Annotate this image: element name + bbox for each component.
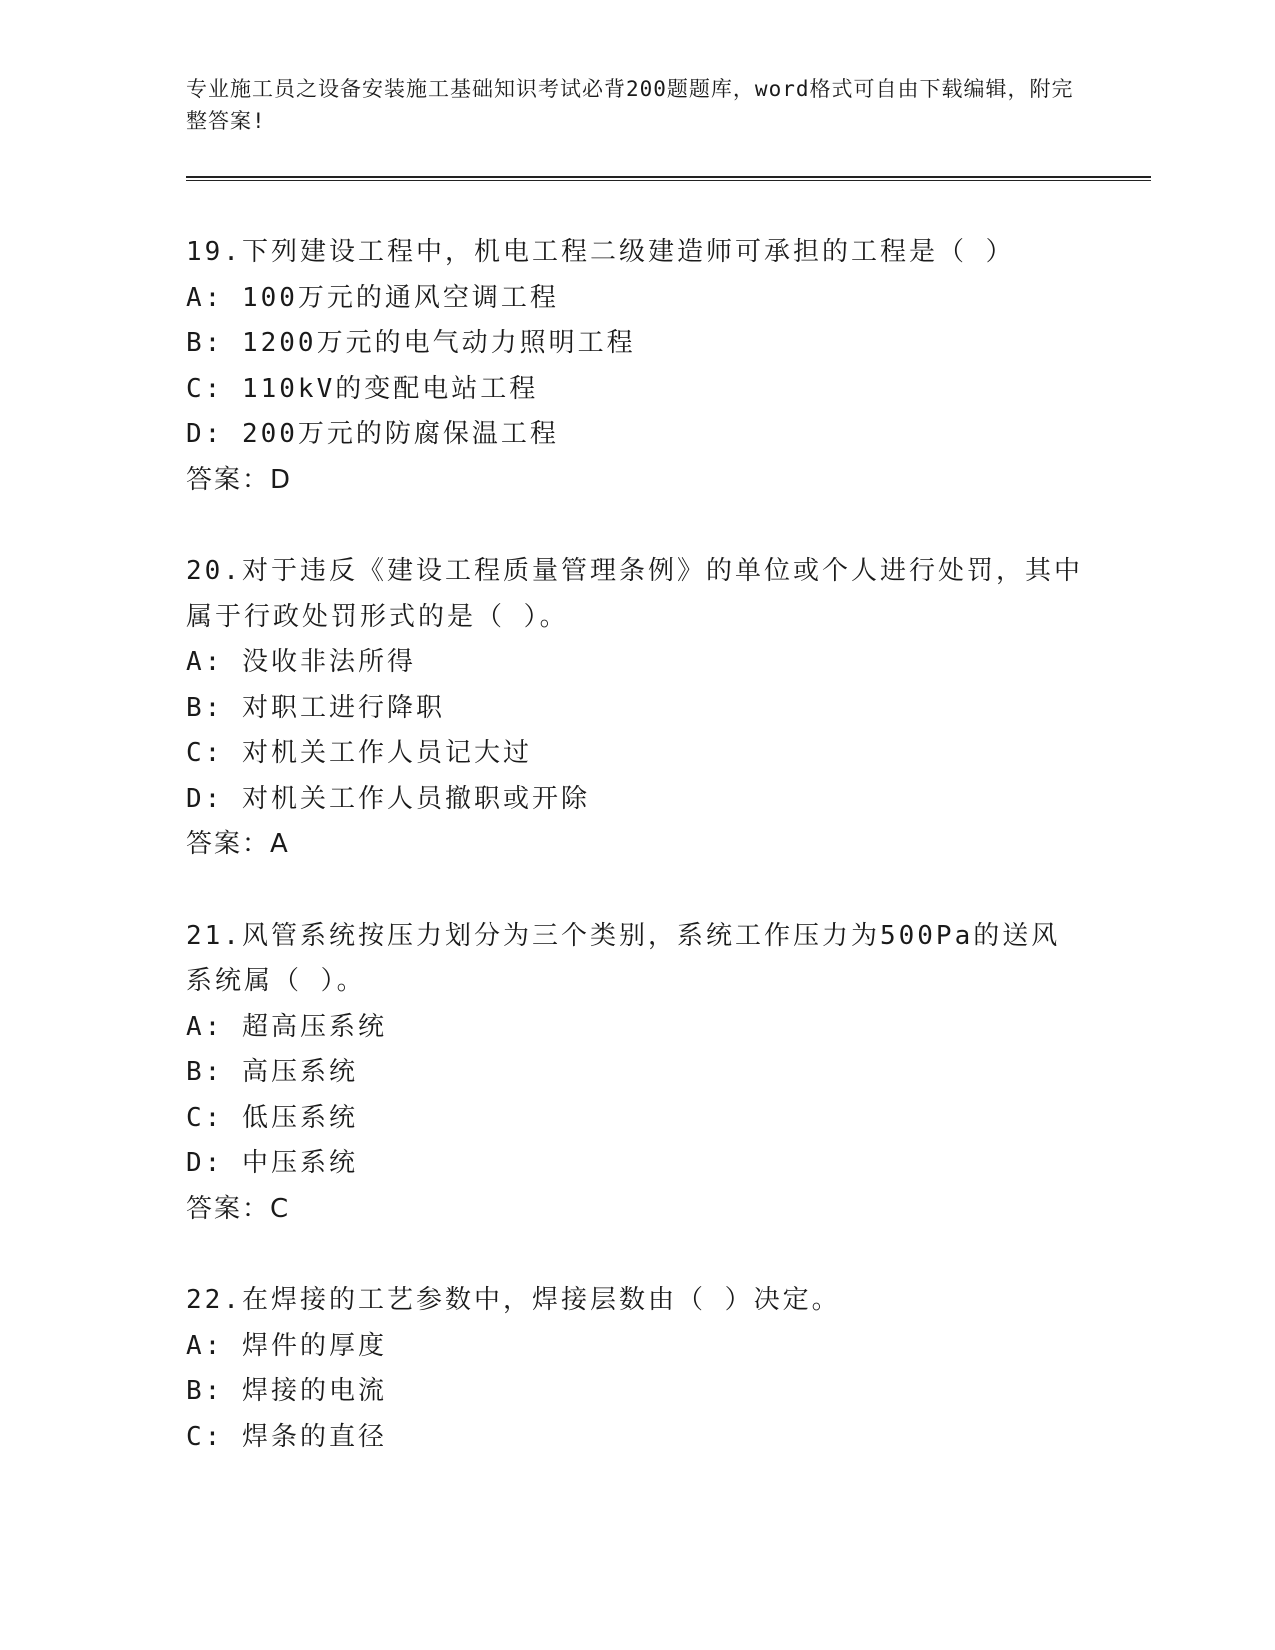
- question-list: [186, 230, 1086, 1506]
- option-b: B: 对职工进行降职: [186, 692, 445, 723]
- header-divider: [186, 176, 1151, 181]
- question-22: [186, 1278, 1086, 1460]
- document-header: 专业施工员之设备安装施工基础知识考试必背200题题库，word格式可自由下载编辑，附完整答案!: [186, 77, 1074, 133]
- option-a: A: 焊件的厚度: [186, 1330, 387, 1361]
- answer-text: 答案：A: [186, 829, 290, 859]
- answer-text: 答案：C: [186, 1193, 291, 1224]
- option-a: A: 100万元的通风空调工程: [186, 282, 559, 313]
- option-a: A: 超高压系统: [186, 1011, 387, 1042]
- option-d: D: 对机关工作人员撤职或开除: [186, 783, 590, 814]
- option-b: B: 高压系统: [186, 1057, 358, 1087]
- question-stem: 22.在焊接的工艺参数中，焊接层数由（ ）决定。: [186, 1285, 841, 1315]
- option-b: B: 焊接的电流: [186, 1376, 387, 1406]
- option-c: C: 对机关工作人员记大过: [186, 738, 532, 768]
- option-d: D: 中压系统: [186, 1148, 358, 1178]
- option-c: C: 低压系统: [186, 1102, 358, 1133]
- answer-text: 答案：D: [186, 464, 293, 495]
- question-stem: 19.下列建设工程中，机电工程二级建造师可承担的工程是（ ）: [186, 237, 1015, 267]
- option-b: B: 1200万元的电气动力照明工程: [186, 328, 636, 358]
- question-stem: 21.风管系统按压力划分为三个类别，系统工作压力为500Pa的送风系统属（ ）。: [186, 920, 1061, 996]
- option-c: C: 焊条的直径: [186, 1421, 387, 1452]
- option-a: A: 没收非法所得: [186, 647, 416, 677]
- option-c: C: 110kV的变配电站工程: [186, 373, 539, 404]
- question-20: [186, 549, 1086, 868]
- question-19: [186, 230, 1086, 503]
- option-d: D: 200万元的防腐保温工程: [186, 419, 559, 449]
- question-21: [186, 914, 1086, 1233]
- question-stem: 20.对于违反《建设工程质量管理条例》的单位或个人进行处罚，其中属于行政处罚形式的是（ ）。: [186, 556, 1083, 632]
